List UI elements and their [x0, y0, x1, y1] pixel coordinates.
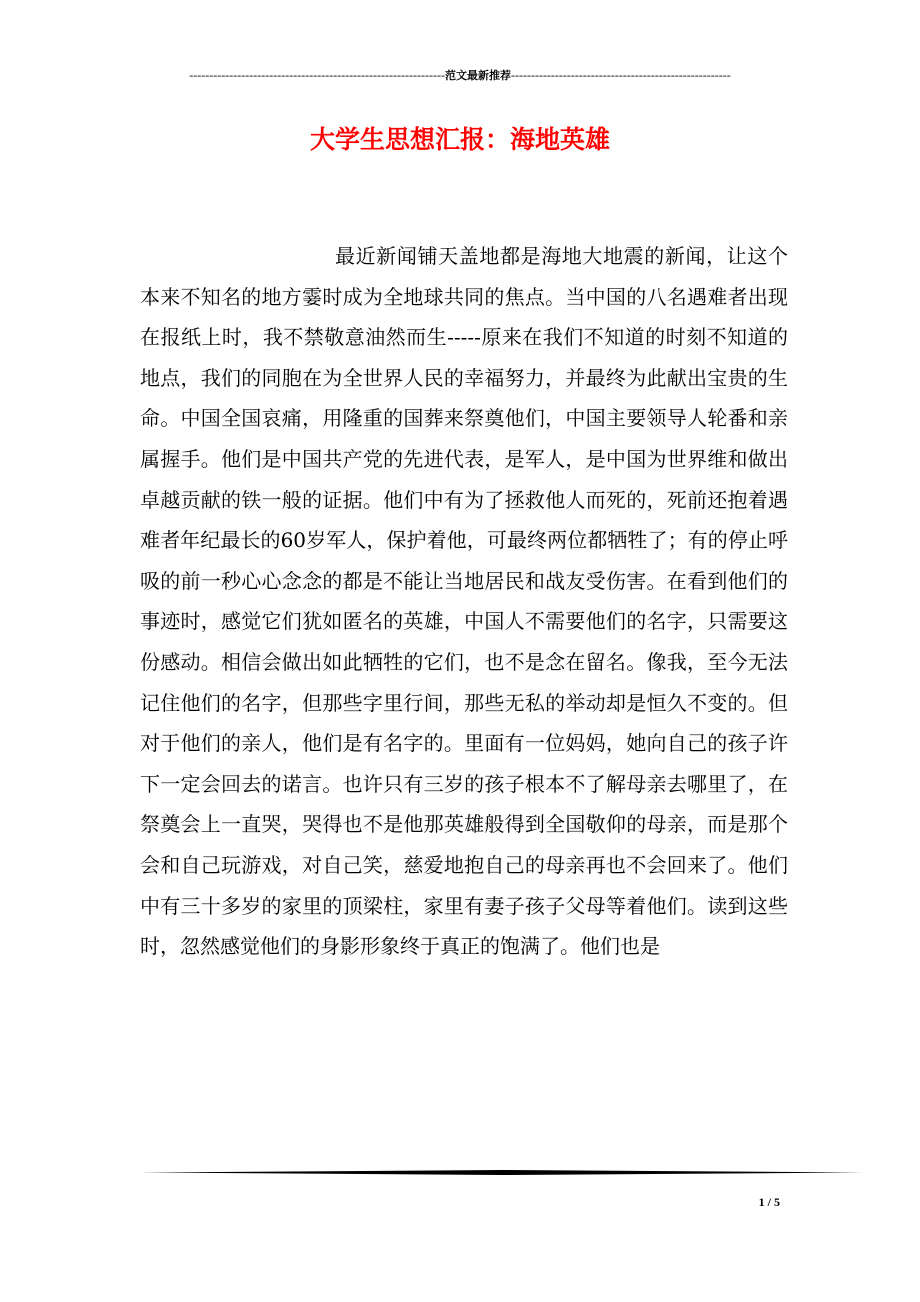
- document-title: 大学生思想汇报：海地英雄: [309, 125, 610, 154]
- document-body: 最近新闻铺天盖地都是海地大地震的新闻，让这个本来不知名的地方霎时成为全地球共同的焦点。当中国的八名遇难者出现在报纸上时，我不禁敬意油然而生-----原来在我们不知道的时刻不知道的地点，我们的同胞在为全世界人民的幸福努力，并最终为此献出宝贵的生命。中国全国哀痛，用隆重的国葬来祭奠他们，中国主要领导人轮番和亲属握手。他们是中国共产党的先进代表，是军人，是中国为世界维和做出卓越贡献的铁一般的证据。他们中有为了拯救他人而死的，死前还抱着遇难者年纪最长的60岁军人，保护着他，可最终两位都牺牲了；有的停止呼吸的前一秒心心念念的都是不能让当地居民和战友受伤害。在看到他们的事迹时，感觉它们犹如匿名的英雄，中国人不需要他们的名字，只需要这份感动。相信会做出如此牺牲的它们，也不是念在留名。像我，至今无法记住他们的名字，但那些字里行间，那些无私的举动却是恒久不变的。但对于他们的亲人，他们是有名字的。里面有一位妈妈，她向自己的孩子许下一定会回去的诺言。也许只有三岁的孩子根本不了解母亲去哪里了，在祭奠会上一直哭，哭得也不是他那英雄般得到全国敬仰的母亲，而是那个会和自己玩游戏，对自己笑，慈爱地抱自己的母亲再也不会回来了。他们中有三十多岁的家里的顶梁柱，家里有妻子孩子父母等着他们。读到这些时，忽然感觉他们的身影形象终于真正的饱满了。他们也是: [140, 244, 788, 959]
- page-number: 1 / 5: [758, 1195, 780, 1209]
- page-header: [140, 66, 780, 85]
- header-dashes-right: -------------------------------------------------------: [510, 68, 731, 82]
- header-dashes-left: ----------------------------------------------------------------: [189, 68, 445, 82]
- header-label: 范文最新推荐: [444, 69, 511, 82]
- footer-rule: [140, 1170, 863, 1175]
